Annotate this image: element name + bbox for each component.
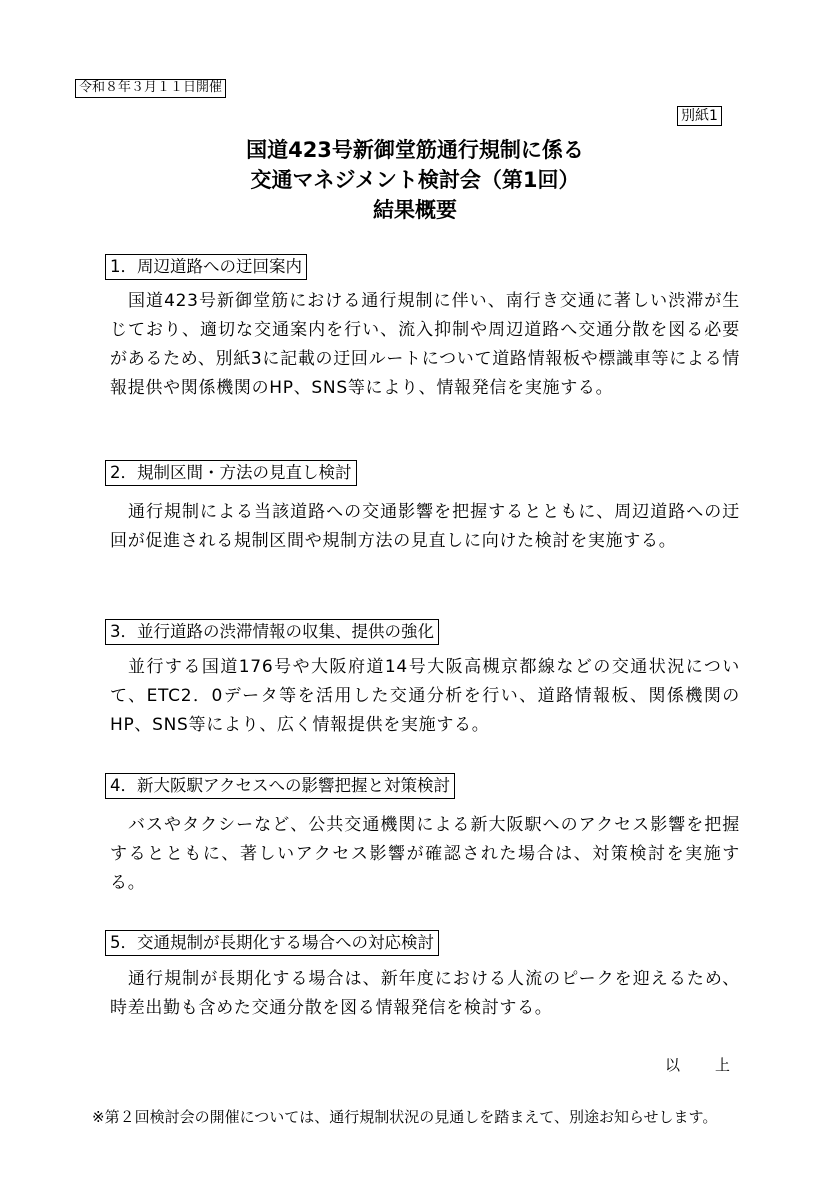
footnote: ※第２回検討会の開催については、通行規制状況の見通しを踏まえて、別途お知らせします。 <box>92 1108 718 1126</box>
section-2-heading: 2．規制区間・方法の見直し検討 <box>105 460 357 486</box>
section-1-heading: 1．周辺道路への迂回案内 <box>105 254 307 280</box>
section-3-body: 並行する国道176号や大阪府道14号大阪高槻京都線などの交通状況について、ETC2．0データ等を活用した交通分析を行い、道路情報板、関係機関のHP、SNS等により、広く情報提供を実施する。 <box>110 657 740 735</box>
document-title-line-3: 結果概要 <box>373 198 457 222</box>
section-4-body: バスやタクシーなど、公共交通機関による新大阪駅へのアクセス影響を把握するとともに、著しいアクセス影響が確認された場合は、対策検討を実施する。 <box>110 815 740 893</box>
document-title-line-1: 国道423号新御堂筋通行規制に係る <box>246 138 584 162</box>
document-title-line-2: 交通マネジメント検討会（第1回） <box>250 168 580 192</box>
attachment-label: 別紙1 <box>677 106 722 126</box>
closing-mark: 以 上 <box>665 1056 741 1074</box>
section-1-body: 国道423号新御堂筋における通行規制に伴い、南行き交通に著しい渋滞が生じており、適切な交通案内を行い、流入抑制や周辺道路へ交通分散を図る必要があるため、別紙3に記載の迂回ルートについて道路情報板や標識車等による情報提供や関係機関のHP、SNS等により、情報発信を実施する。 <box>110 291 740 398</box>
section-5-heading: 5．交通規制が長期化する場合への対応検討 <box>105 930 439 956</box>
section-5-body: 通行規制が長期化する場合は、新年度における人流のピークを迎えるため、時差出勤も含めた交通分散を図る情報発信を検討する。 <box>110 969 740 1018</box>
section-4-heading: 4．新大阪駅アクセスへの影響把握と対策検討 <box>105 773 455 799</box>
section-2-body: 通行規制による当該道路への交通影響を把握するとともに、周辺道路への迂回が促進される規制区間や規制方法の見直しに向けた検討を実施する。 <box>110 502 740 551</box>
section-3-heading: 3．並行道路の渋滞情報の収集、提供の強化 <box>105 619 439 645</box>
meeting-date: 令和８年３月１１日開催 <box>75 79 226 98</box>
